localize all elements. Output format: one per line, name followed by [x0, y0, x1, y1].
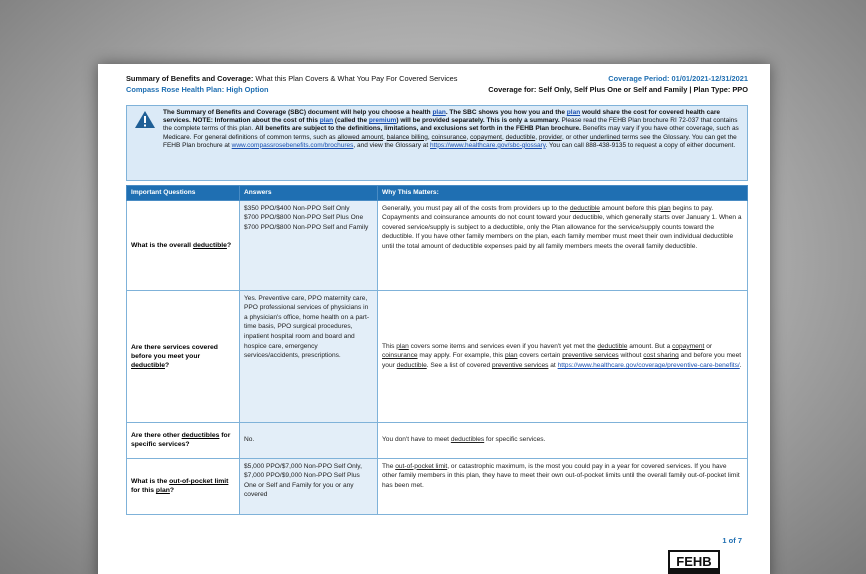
term-underlined: underlined — [589, 133, 621, 141]
plan-link-2[interactable]: plan — [566, 109, 581, 116]
out-of-pocket-limit-link[interactable]: out-of-pocket limit — [395, 462, 448, 470]
table-row — [127, 200, 748, 290]
brochure-url-link[interactable]: www.compassrosebenefits.com/brochures — [231, 141, 354, 149]
table-row — [127, 290, 748, 422]
answer-line: $700 PPO/$800 Non-PPO Self and Family — [244, 223, 369, 231]
why-text: This — [382, 342, 397, 350]
sep: , — [501, 133, 506, 141]
why-text: without — [618, 352, 644, 360]
answer-line: $700 PPO/$800 Non-PPO Self Plus One — [244, 214, 364, 222]
out-of-pocket-limit-link[interactable]: out-of-pocket limit — [169, 478, 229, 486]
sep: , — [383, 133, 387, 141]
answer-cell: Yes. Preventive care, PPO maternity care, PPO professional services of physicians in a physician's office, home health on a part-time basis, PPO surgical procedures, inpatient hospital room and board and hospice care, emergency services/accidents, prescriptions. — [240, 290, 378, 422]
plan-link[interactable]: plan — [155, 487, 170, 495]
notice-n5: terms see the Glossary. You can get the FEHB Plan brochure at — [163, 133, 737, 149]
why-matters-cell — [378, 290, 748, 422]
notice-n2-bold: All benefits are subject to the definitions, limitations, and exclusions set forth in the FEHB Plan brochure. — [255, 125, 581, 133]
notice-p4: (called the — [333, 117, 369, 125]
title-bold: Summary of Benefits and Coverage: — [126, 74, 254, 83]
deductible-link[interactable]: deductible — [192, 241, 227, 249]
plan-name: Compass Rose Health Plan: High Option — [126, 85, 269, 94]
coverage-for: Coverage for: Self Only, Self Plus One or Self and Family | Plan Type: PPO — [488, 85, 748, 94]
term-deductible[interactable]: deductible — [505, 133, 536, 141]
term-balance-billing[interactable]: balance billing — [386, 133, 428, 141]
table-row — [127, 458, 748, 514]
notice-p2: . The SBC shows you how you and the — [445, 109, 567, 116]
question-cell — [127, 458, 240, 514]
page-number: 1 of 7 — [722, 536, 742, 545]
premium-link[interactable]: premium — [368, 117, 397, 125]
sep: , — [427, 133, 432, 141]
cost-sharing-link[interactable]: cost sharing — [643, 352, 679, 360]
question-cell — [127, 290, 240, 422]
sep: , — [466, 133, 471, 141]
deductibles-link[interactable]: deductibles — [450, 436, 485, 444]
header-important-questions: Important Questions — [127, 186, 240, 201]
question-text: Are there services covered before you meet your — [131, 343, 218, 360]
notice-p1: The Summary of Benefits and Coverage (SBC) document will help you choose a health — [163, 109, 433, 116]
why-text: at — [548, 361, 558, 369]
why-text: amount before this — [599, 204, 659, 212]
plan-link-1[interactable]: plan — [432, 109, 446, 116]
sep: , — [535, 133, 539, 141]
why-text: You don't have to meet — [382, 436, 451, 444]
document-title — [126, 74, 457, 84]
header-answers: Answers — [240, 186, 378, 201]
table-row — [127, 422, 748, 458]
why-text: amount. But a — [627, 342, 673, 350]
question-end: ? — [165, 361, 170, 369]
notice-p3: would share the cost for covered health care services. NOTE: Information about the cost of this — [163, 109, 720, 125]
question-cell — [127, 422, 240, 458]
answer-line: $350 PPO/$400 Non-PPO Self Only — [244, 204, 350, 212]
why-text: Generally, you must pay all of the costs from providers up to the — [382, 204, 570, 212]
notice-n4: , or other — [561, 133, 590, 141]
term-coinsurance[interactable]: coinsurance — [431, 133, 467, 141]
term-copayment[interactable]: copayment — [470, 133, 502, 141]
why-text: may apply. For example, this — [417, 352, 506, 360]
question-text: Are there other — [131, 432, 182, 440]
notice-n7: . You can call 888-438-9135 to request a copy of either document. — [545, 141, 736, 149]
answer-cell: $5,000 PPO/$7,000 Non-PPO Self Only, $7,000 PPO/$9,000 Non-PPO Self Plus One or Self and Family for you or any covered — [240, 458, 378, 514]
plan-link[interactable]: plan — [658, 204, 671, 212]
plan-link[interactable]: plan — [396, 342, 409, 350]
benefits-table — [126, 185, 748, 515]
notice-text — [163, 109, 739, 149]
why-matters-cell — [378, 422, 748, 458]
deductibles-link[interactable]: deductibles — [181, 432, 220, 440]
warning-triangle-icon — [134, 110, 156, 129]
why-text: begins to pay. Copayments and coinsurance amounts do not count toward your deductible, which generally starts over January 1. When a covered service/supply is subject to a deductible, only the Plan allowance for the service/supply counts toward the deductible. If you have other family members on the plan, each family member must meet their own individual deductible until the total amount of deductible expenses paid by all family members meets the overall family deductible. — [382, 204, 742, 250]
plan-link-3[interactable]: plan — [319, 117, 334, 125]
why-text: The — [382, 462, 396, 470]
glossary-url-link[interactable]: https://www.healthcare.gov/sbc-glossary — [430, 141, 546, 149]
preventive-care-url-link[interactable]: https://www.healthcare.gov/coverage/preventive-care-benefits/ — [557, 361, 740, 369]
term-provider[interactable]: provider — [538, 133, 562, 141]
notice-n1: Please read the FEHB Plan brochure RI 72-037 that contains the complete terms of this plan. — [163, 117, 738, 133]
why-text: for specific services. — [484, 436, 546, 444]
question-text: for this — [131, 487, 156, 495]
why-text: , or catastrophic maximum, is the most you could pay in a year for covered services. If you have other family members in this plan, they have to meet their own out-of-pocket limits until the overall family out-of-pocket limit has been met. — [382, 462, 740, 489]
question-end: for specific services? — [131, 432, 231, 449]
why-text: covers certain — [517, 352, 563, 360]
question-text: What is the overall — [131, 241, 193, 249]
coinsurance-link[interactable]: coinsurance — [382, 352, 418, 360]
why-matters-cell — [378, 458, 748, 514]
header-why-this-matters: Why This Matters: — [378, 186, 748, 201]
notice-n6: , and view the Glossary at — [353, 141, 430, 149]
fehb-logo — [668, 550, 720, 574]
copayment-link[interactable]: copayment — [672, 342, 705, 350]
preventive-services-link[interactable]: preventive services — [491, 361, 549, 369]
table-header-row — [127, 186, 748, 201]
why-text: . See a list of covered — [426, 361, 492, 369]
fehb-logo-text: FEHB — [676, 554, 712, 569]
document-header — [126, 74, 748, 100]
coverage-period: Coverage Period: 01/01/2021-12/31/2021 — [608, 74, 748, 83]
why-text: and before you meet your — [382, 352, 742, 369]
title-rest: What this Plan Covers & What You Pay For Covered Services — [253, 74, 458, 83]
question-text: What is the — [131, 478, 170, 486]
deductible-link[interactable]: deductible — [396, 361, 427, 369]
sbc-document-page — [98, 64, 770, 574]
answer-cell — [240, 200, 378, 290]
sbc-notice-box — [126, 105, 748, 181]
why-text: covers some items and services even if you haven't yet met the — [408, 342, 598, 350]
answer-cell: No. — [240, 422, 378, 458]
why-text: or — [704, 342, 713, 350]
deductible-link[interactable]: deductible — [597, 342, 628, 350]
deductible-link[interactable]: deductible — [569, 204, 600, 212]
question-end: ? — [226, 241, 232, 249]
plan-link[interactable]: plan — [505, 352, 518, 360]
preventive-services-link[interactable]: preventive services — [562, 352, 619, 360]
why-matters-cell — [378, 200, 748, 290]
question-cell — [127, 200, 240, 290]
term-allowed-amount[interactable]: allowed amount — [337, 133, 384, 141]
why-text: . — [739, 361, 742, 369]
deductible-link[interactable]: deductible — [131, 361, 165, 369]
question-end: ? — [169, 487, 175, 495]
notice-p5: ) will be provided separately. This is only a summary. — [396, 117, 560, 125]
notice-n3: Benefits may vary if you have other coverage, such as Medicare. For general definitions of common terms, such as — [163, 125, 739, 141]
